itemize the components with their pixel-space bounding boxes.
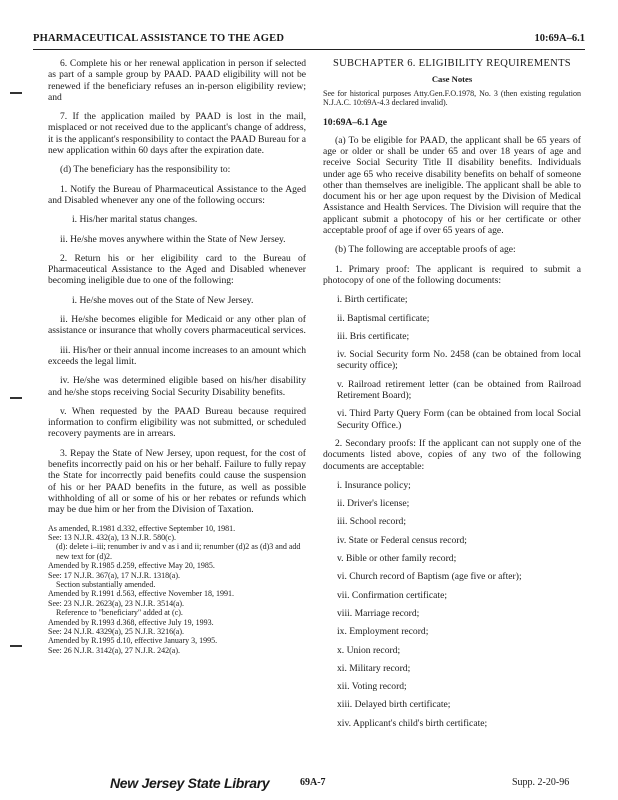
- para-d2-i: i. He/she moves out of the State of New Jersey.: [72, 294, 254, 306]
- para-d1-ii: ii. He/she moves anywhere within the State of New Jersey.: [60, 233, 286, 245]
- primary-proof-item: iii. Bris certificate;: [337, 330, 410, 342]
- primary-proof-item: v. Railroad retirement letter (can be obtained from Railroad Retirement Board);: [337, 378, 581, 402]
- library-stamp: New Jersey State Library: [110, 775, 270, 791]
- primary-proof-item: iv. Social Security form No. 2458 (can be obtained from local security office);: [337, 349, 581, 372]
- history-notes: [48, 524, 306, 656]
- history-note: Section substantially amended.: [56, 579, 156, 589]
- para-6: 6. Complete his or her renewal application in person if selected as part of a sample group by PAAD. PAAD eligibility will not be renewed if the beneficiary refuses an in-person eligibility review; and: [48, 58, 306, 103]
- secondary-proof-item: iii. School record;: [337, 516, 407, 528]
- para-d2-ii: ii. He/she becomes eligible for Medicaid or any other plan of assistance or insurance that wholly covers pharmaceutical services.: [48, 314, 306, 337]
- secondary-proof-item: ix. Employment record;: [337, 626, 429, 638]
- history-note: (d): delete i–iii; renumber iv and v as i and ii; renumber (d)2 as (d)3 and add new text for (d)2.: [56, 542, 301, 561]
- para-d3: 3. Repay the State of New Jersey, upon request, for the cost of benefits incorrectly paid on his or her behalf. Failure to fully repay the State for incorrectly paid benefits could cause the suspension of his or her PAAD benefits in the future, as well as possible withholding of all or some of his or her rebates or refunds which may be due him or her from the Division of Taxation.: [48, 447, 306, 516]
- margin-mark: [10, 92, 22, 94]
- para-d2-iii: iii. His/her or their annual income increases to an amount which exceeds the legal limit.: [48, 344, 306, 367]
- secondary-proof-item: ii. Driver's license;: [337, 498, 410, 510]
- para-b: (b) The following are acceptable proofs of age:: [335, 244, 516, 256]
- secondary-proof-item: xi. Military record;: [337, 662, 411, 674]
- case-notes-heading: Case Notes: [431, 74, 473, 85]
- history-note: Amended by R.1995 d.10, effective January 3, 1995.: [48, 636, 218, 646]
- para-d: (d) The beneficiary has the responsibility to:: [60, 164, 231, 176]
- para-7: 7. If the application mailed by PAAD is lost in the mail, misplaced or not received due to the applicant's change of address, it is the applicant's responsibility to contact the PAAD Bureau for a new application within 60 days after the expiration date.: [48, 111, 306, 157]
- left-column: [48, 58, 306, 655]
- header-section-number: 10:69A–6.1: [534, 33, 585, 44]
- para-d1: 1. Notify the Bureau of Pharmaceutical Assistance to the Aged and Disabled whenever any one of the following occurs:: [48, 183, 306, 206]
- secondary-proof-item: xii. Voting record;: [337, 681, 407, 693]
- section-title: 10:69A–6.1 Age: [323, 117, 387, 129]
- history-note: Amended by R.1991 d.563, effective November 18, 1991.: [48, 589, 235, 599]
- para-d2: 2. Return his or her eligibility card to the Bureau of Pharmaceutical Assistance to the Aged and Disabled whenever becoming ineligible due to one of the following:: [48, 252, 306, 287]
- header-title: PHARMACEUTICAL ASSISTANCE TO THE AGED: [33, 33, 285, 44]
- secondary-proof-item: iv. State or Federal census record;: [337, 534, 467, 546]
- history-note: Reference to "beneficiary" added at (c).: [56, 608, 183, 618]
- history-note: Amended by R.1993 d.368, effective July 19, 1993.: [48, 617, 214, 627]
- para-b1: 1. Primary proof: The applicant is required to submit a photocopy of one of the following documents:: [323, 263, 581, 286]
- margin-mark: [10, 397, 22, 399]
- history-note: As amended, R.1981 d.332, effective September 10, 1981.: [48, 523, 236, 533]
- margin-mark: [10, 645, 22, 647]
- secondary-proof-item: v. Bible or other family record;: [337, 553, 457, 565]
- secondary-proof-item: vii. Confirmation certificate;: [337, 589, 448, 601]
- page-footer: [0, 777, 618, 793]
- primary-proof-list: [323, 294, 581, 431]
- primary-proof-item: vi. Third Party Query Form (can be obtained from local Social Security Office.): [337, 408, 581, 431]
- secondary-proof-item: xiii. Delayed birth certificate;: [337, 699, 451, 711]
- secondary-proof-item: xiv. Applicant's child's birth certificate;: [337, 717, 488, 729]
- primary-proof-item: ii. Baptismal certificate;: [337, 312, 430, 324]
- history-note: See: 26 N.J.R. 3142(a), 27 N.J.R. 242(a).: [48, 645, 180, 655]
- page-number: 69A-7: [300, 777, 326, 788]
- para-a: (a) To be eligible for PAAD, the applicant shall be 65 years of age or older or shall be under 65 and over 18 years of age and receive Social Security Title II disability benefits. Individuals under age 65 who receive disability benefits on behalf of someone other than themselves are ineligible. The applicant shall be able to document his or her age upon request by the Division of Medical Assistance and Health Services. The Division will require that the applicant submit a photocopy of his or her certificate or other acceptable proof of age if over 65 years of age.: [323, 134, 581, 237]
- secondary-proof-item: viii. Marriage record;: [337, 607, 420, 619]
- secondary-proof-item: vi. Church record of Baptism (age five or after);: [337, 571, 522, 583]
- history-note: Amended by R.1985 d.259, effective May 20, 1985.: [48, 561, 215, 571]
- para-d2-iv: iv. He/she was determined eligible based on his/her disability and he/she stops receiving Social Security Disability benefits.: [48, 375, 306, 398]
- history-note: See: 23 N.J.R. 2623(a), 23 N.J.R. 3514(a).: [48, 598, 184, 608]
- history-note: See: 13 N.J.R. 432(a), 13 N.J.R. 580(c).: [48, 532, 176, 542]
- case-notes-text: See for historical purposes Atty.Gen.F.O.1978, No. 3 (then existing regulation N.J.A.C. 10:69A-4.3 declared invalid).: [323, 88, 581, 107]
- para-d1-i: i. His/her marital status changes.: [72, 214, 198, 226]
- history-note: See: 24 N.J.R. 4329(a), 25 N.J.R. 3216(a).: [48, 626, 184, 636]
- secondary-proof-item: x. Union record;: [337, 644, 401, 656]
- primary-proof-item: i. Birth certificate;: [337, 294, 408, 306]
- secondary-proof-item: i. Insurance policy;: [337, 479, 411, 491]
- right-column: [323, 58, 581, 736]
- secondary-proof-list: [323, 480, 581, 729]
- supplement-date: Supp. 2-20-96: [512, 777, 570, 788]
- para-d2-v: v. When requested by the PAAD Bureau because required information to confirm eligibility was not submitted, or scheduled recovery payments are in arrears.: [48, 405, 306, 440]
- history-note: See: 17 N.J.R. 367(a), 17 N.J.R. 1318(a).: [48, 570, 180, 580]
- running-header: [33, 33, 585, 50]
- para-b2: 2. Secondary proofs: If the applicant can not supply one of the documents listed above, copies of any two of the following documents are acceptable:: [323, 437, 581, 472]
- subchapter-title: SUBCHAPTER 6. ELIGIBILITY REQUIREMENTS: [333, 58, 571, 69]
